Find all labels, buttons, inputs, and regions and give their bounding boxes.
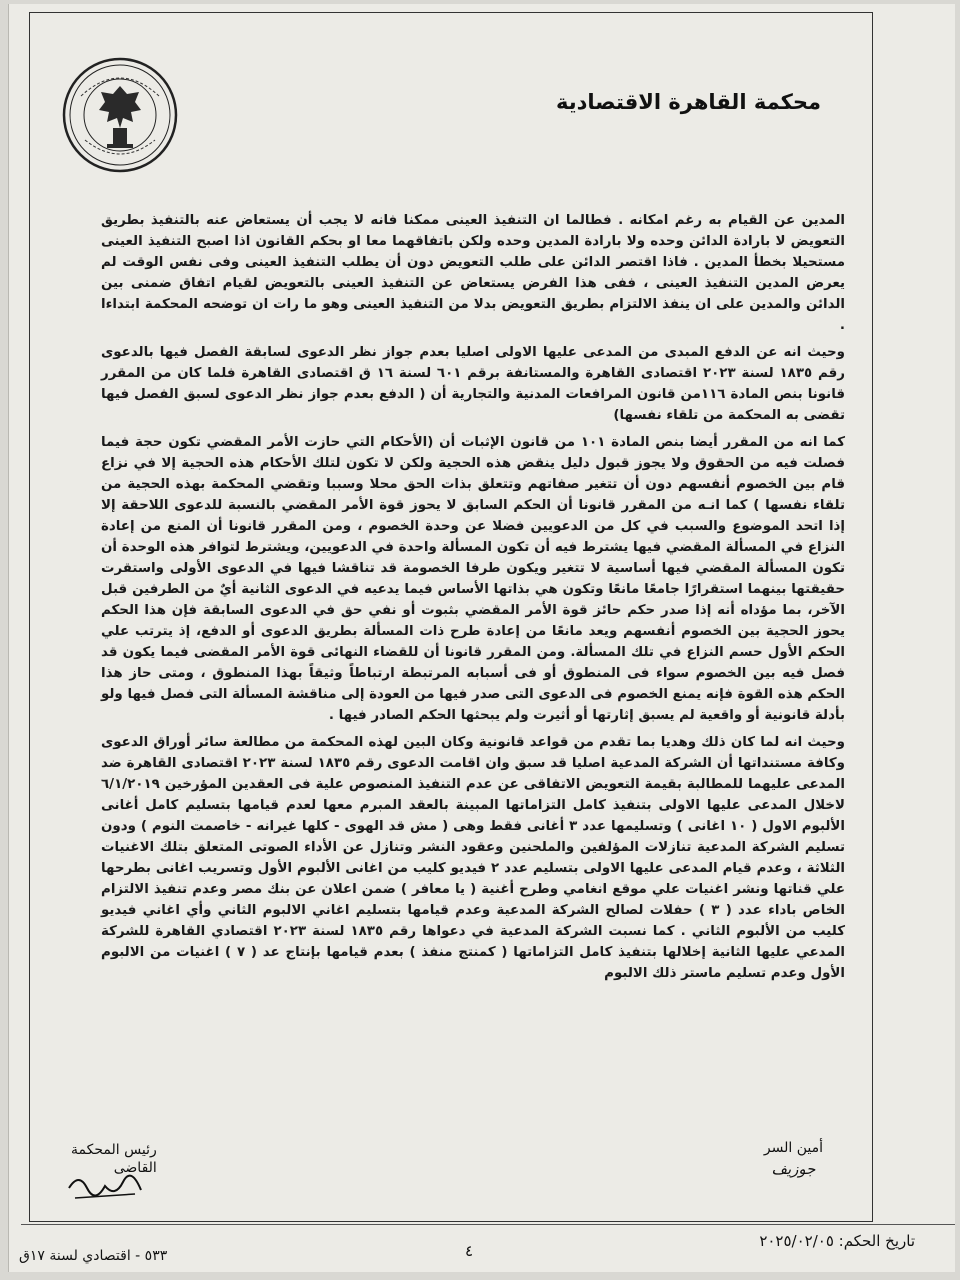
secretary-signature: جوزيف [771,1160,816,1178]
court-seal [61,56,179,174]
judge-signature [65,1168,145,1208]
judgment-date: تاريخ الحكم: ٢٠٢٥/٠٢/٠٥ [759,1232,915,1250]
court-name: محكمة القاهرة الاقتصادية [555,90,821,114]
footer-divider [21,1224,955,1225]
president-title: رئيس المحكمة [71,1142,157,1158]
judgment-body [101,210,845,990]
case-reference: ٥٣٣ - اقتصادي لسنة ١٧ق [19,1248,168,1264]
page-number: ٤ [465,1242,474,1260]
secretary-title: أمين السر [763,1140,823,1156]
judge-signature-block [71,1142,157,1178]
paragraph: كما انه من المقرر أيضا بنص المادة ١٠١ من قانون الإثبات أن (الأحكام التي حازت الأمر المقضي تكون حجة فيما فصلت فيه من الحقوق ولا يجوز قبول دليل ينقض هذه الحجية ولكن لا تكون لتلك الأحكام هذه الحجية إلا في نزاع قام بين الخصوم أنفسهم دون أن تتغير صفاتهم وتتعلق بذات الحق محلا وسببا وتقضي المحكمة بهذه الحجية من تلقاء نفسها ) كما انـه من المقرر قانونا أن الحكم السابق لا يحوز قوة الأمر المقضي بالنسبة للدعوى اللاحقة إلا إذا اتحد الموضوع والسبب في كل من الدعويين فضلا عن وحدة الخصوم ، ومن المقرر قانونا أن المنع من إعادة النزاع في المسألة المقضي فيها يشترط فيه أن تكون المسألة واحدة في الدعويين، ويشترط لتوافر هذه الوحدة أن تكون المسألة المقضي فيها أساسية لا تتغير ويكون طرفا الخصومة قد تناقشا فيها في الدعوى الأولى واستقرت حقيقتها بينهما استقرارًا جامعًا مانعًا وتكون هي بذاتها الأساس فيما يدعيه في الدعوى الثانية أيٌ من الطرفين قبل الآخر، بما مؤداه أنه إذا صدر حكم حائز قوة الأمر المقضي بثبوت أو نفي حق في الدعوى السابقة فإن هذا الحكم يحوز الحجية بين الخصوم أنفسهم ويعد مانعًا من إعادة طرح ذات المسألة بطريق الدعوى أو الدفع، إذ يترتب علي الحكم الأول حسم النزاع في تلك المسألة. ومن المقرر قانونا أن للقضاء النهائى قوة الأمر المقضى فيما يكون قد فصل فيه بين الخصوم سواء فى المنطوق أو فى أسبابه المرتبطة ارتباطاً وثيقاً بهذا المنطوق ، ومتى حاز هذا الحكم هذه القوة فإنه يمنع الخصوم فى الدعوى التى صدر فيها من العودة إلى مناقشة المسألة التى فصل فيها ولو بأدلة قانونية أو واقعية لم يسبق إثارتها أو أثيرت ولم يبحثها الحكم الصادر فيها . [101,435,846,723]
paragraph: المدين عن القيام به رغم امكانه . فطالما ان التنفيذ العينى ممكنا فانه لا يجب أن يستعاض عنه بالتنفيذ بطريق التعويض لا بارادة الدائن وحده ولا بارادة المدين وحده ولكن باتفاقهما معا او بحكم القانون اذا اصبح التنفيذ العينى مستحيلا بخطأ المدين . فاذا اقتصر الدائن على طلب التعويض دون أن يطلب التنفيذ العينى وفى نفس الوقت لم يعرض المدين التنفيذ العينى ، ففى هذا الفرض يستعاض عن التنفيذ العينى بالتعويض لقيام اتفاق ضمنى بين الدائن والمدين على ان ينفذ الالتزام بطريق التعويض بدلا من التنفيذ العينى وهو ما رات ان توضحه المحكمة ابتداءا . [101,213,845,333]
secretary-signature-block [764,1140,823,1178]
paragraph: وحيث انه عن الدفع المبدى من المدعى عليها الاولى اصليا بعدم جواز نظر الدعوى لسابقة الفصل فيها بالدعوى رقم ١٨٣٥ لسنة ٢٠٢٣ اقتصادى القاهرة والمستانفة برقم ٦٠١ لسنة ١٦ ق اقتصادى القاهرة فلما كان من المقرر قانونا بنص المادة ١١٦من قانون المرافعات المدنية والتجارية أن ( الدفع بعدم جواز نظر الدعوى لسبق الفصل فيها تقضى به المحكمة من تلقاء نفسها) [101,345,845,423]
judge-title: القاضى [113,1160,157,1176]
document-page [8,4,955,1272]
paragraph: وحيث انه لما كان ذلك وهديا بما تقدم من قواعد قانونية وكان البين لهذه المحكمة من مطالعة سائر أوراق الدعوى وكافة مستنداتها أن الشركة المدعية اصليا قد سبق وان اقامت الدعوى رقم ١٨٣٥ لسنة ٢٠٢٣ اقتصادى القاهرة ضد المدعى عليهما للمطالبة بقيمة التعويض الاتفاقى عن عدم التنفيذ المنصوص علية فى العقدين المؤرخين ٦/١/٢٠١٩ لاخلال المدعى عليها الاولى بتنفيذ كامل التزاماتها المبينة بالعقد المبرم معها لعدم قيامها بتسليم كامل أغانى الألبوم الاول ( ١٠ اغانى ) وتسليمها عدد ٣ أغانى فقط وهى ( مش قد الهوى - كلها غيرانه - خاصمت النوم ) ودون تسليم الشركة المدعية تنازلات المؤلفين والملحنين وعقود النشر وتنازل عن الأداء الصوتى المتعلق بتلك الاغنيات الثلاثة ، وعدم قيام المدعى عليها الاولى بتسليم عدد ٢ فيديو كليب من اغانى الألبوم الأول وتسريب اغانى بطرحها علي قناتها ونشر اغنيات علي موقع انغامي وطرح أغنية ( يا معافر ) ضمن اعلان عن بنك مصر وعدم تنفيذ الالتزام الخاص باداء عدد ( ٣ ) حفلات لصالح الشركة المدعية وعدم قيامها بتسليم اغاني الالبوم الثاني وأي اغاني فيديو كليب من الألبوم الثاني . كما نسبت الشركة المدعية في دعواها رقم ١٨٣٥ لسنة ٢٠٢٣ اقتصادي القاهرة للشركة المدعي عليها الثانية إخلالها بتنفيذ كامل التزاماتها ( كمنتج منفذ ) بعدم قيامها بإنتاج عد ( ٧ ) اغنيات من الالبوم الأول وعدم تسليم ماستر ذلك الالبوم [101,735,845,981]
